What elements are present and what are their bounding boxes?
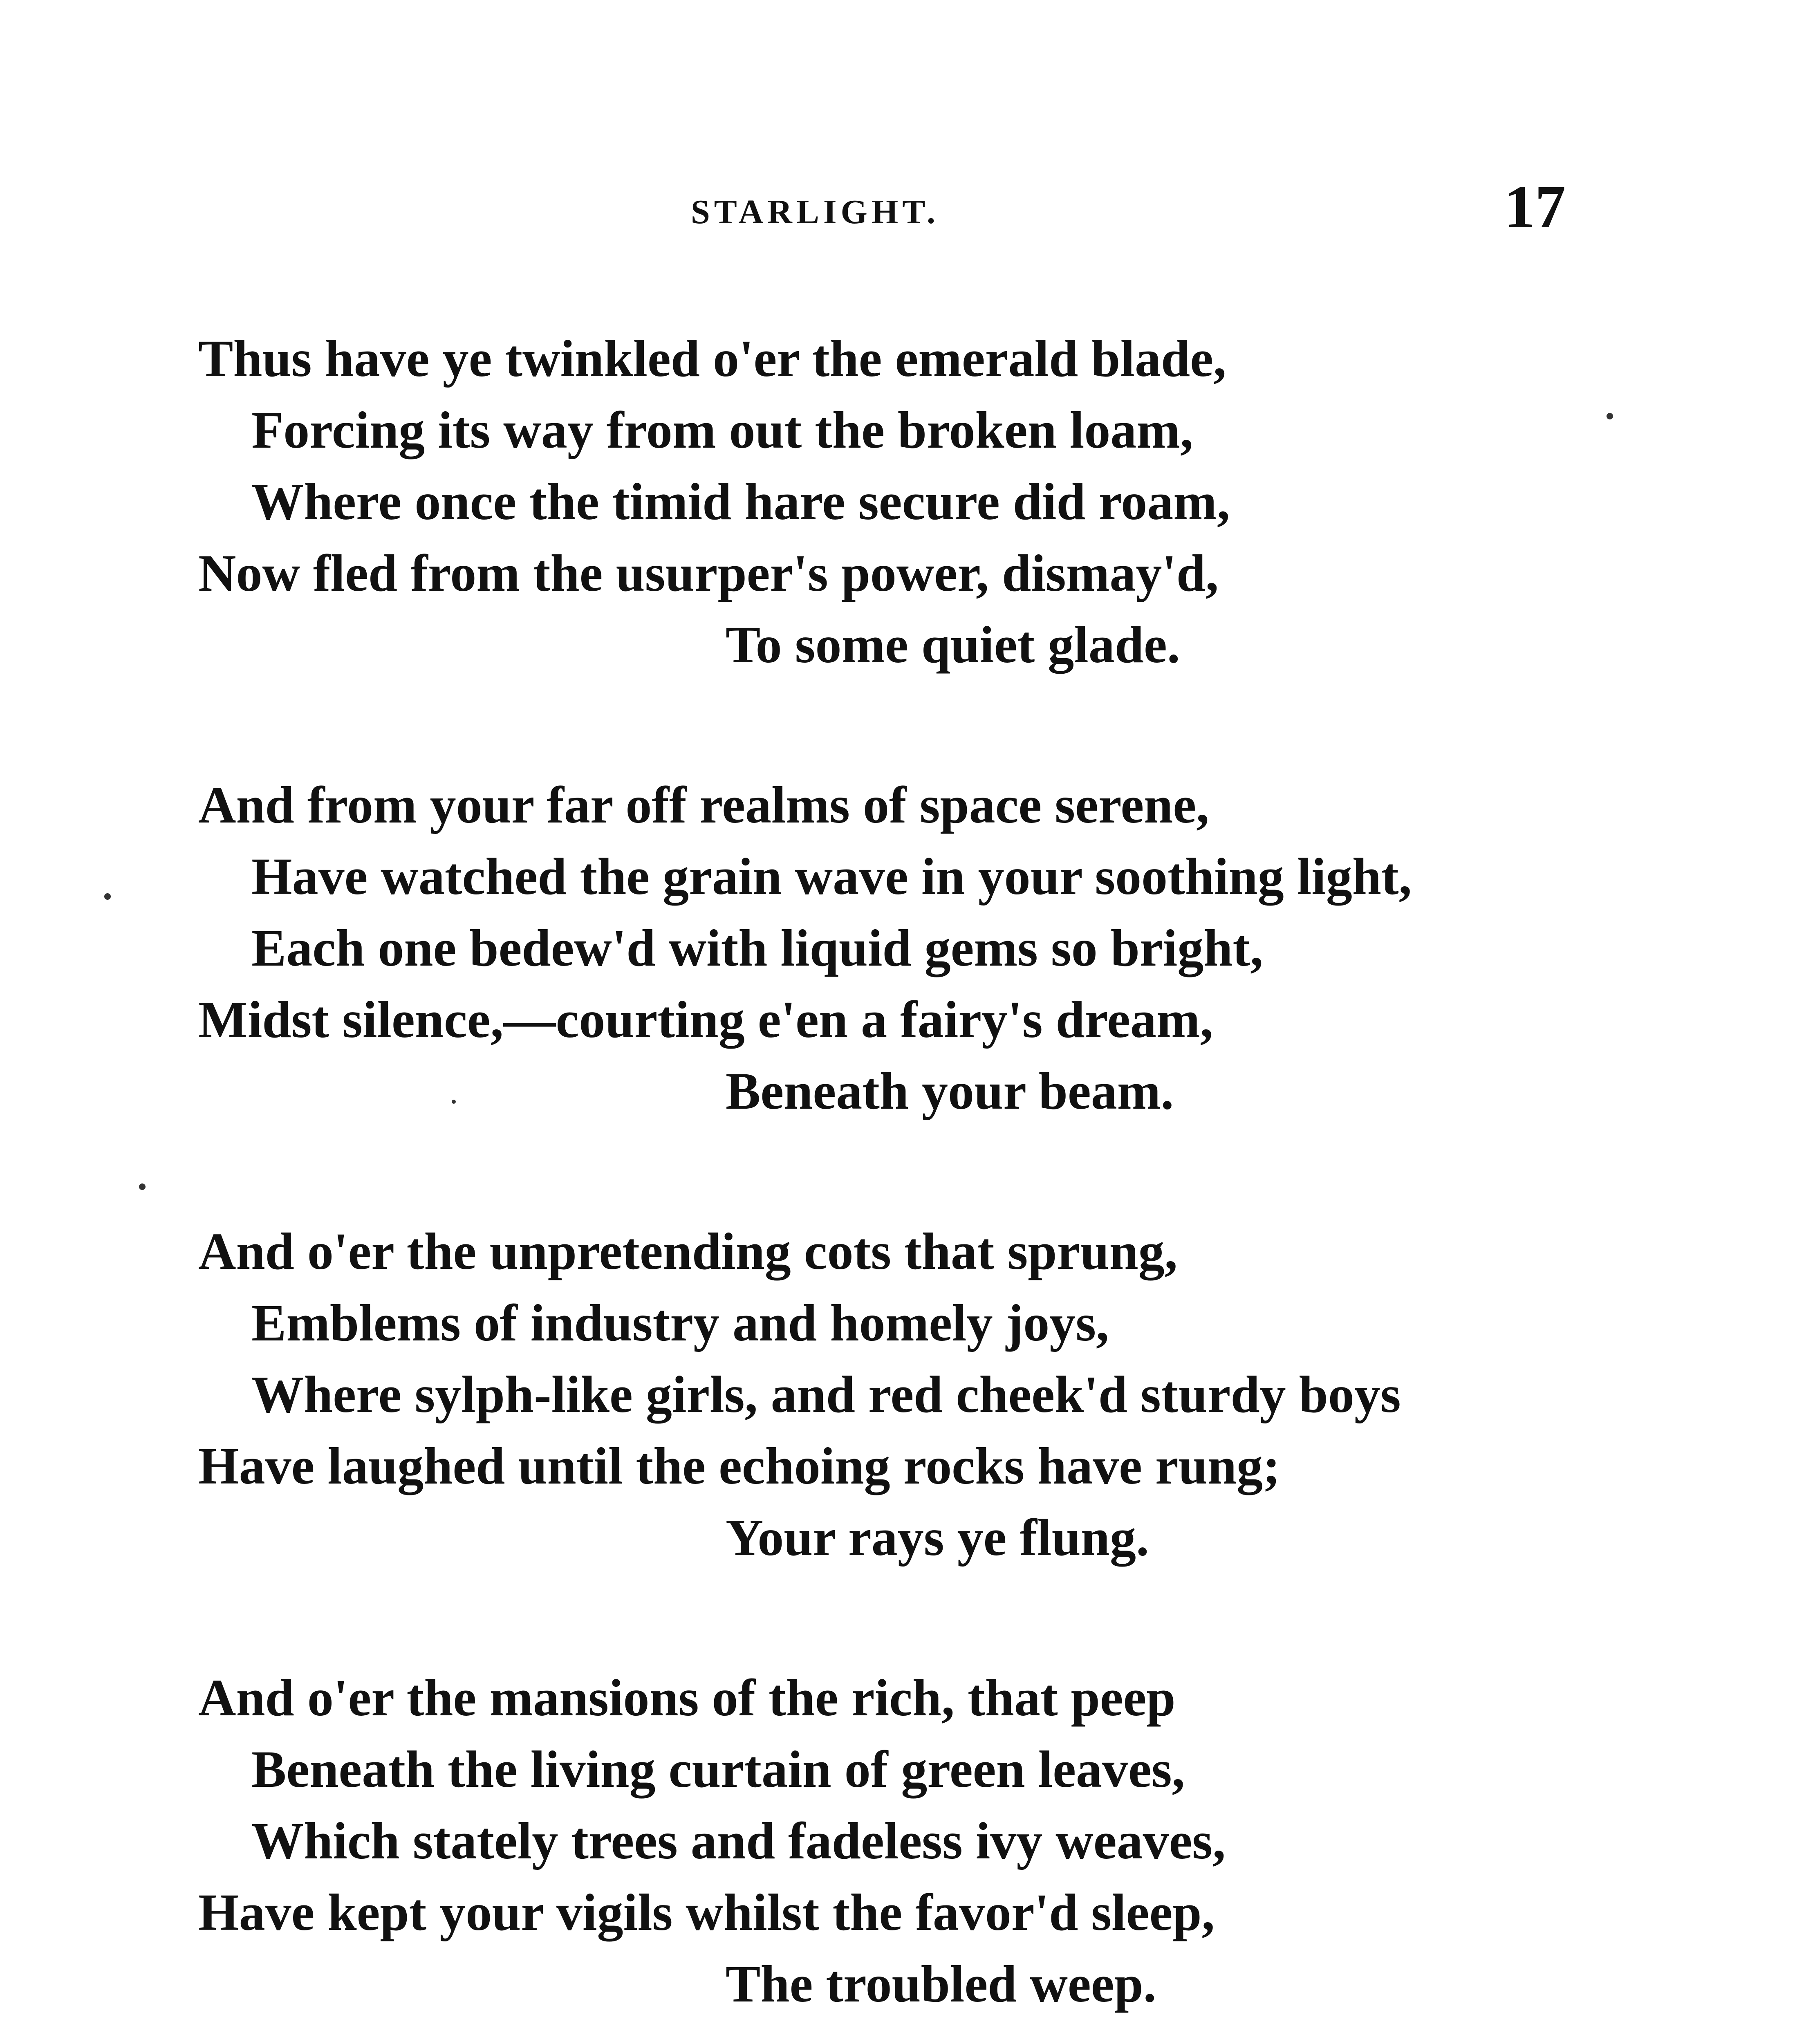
poem-line: Beneath the living curtain of green leaves, <box>251 1740 1185 1798</box>
running-title: STARLIGHT. <box>691 193 940 231</box>
scan-speck <box>104 893 111 900</box>
poem-line: Have watched the grain wave in your soothing light, <box>251 847 1412 905</box>
scan-speck <box>1607 413 1613 419</box>
poem-line: Which stately trees and fadeless ivy weaves, <box>251 1812 1226 1870</box>
scan-speck <box>139 1183 146 1190</box>
poem <box>198 323 1670 2044</box>
poem-line: Each one bedew'd with liquid gems so bright, <box>251 919 1264 977</box>
poem-line: Thus have ye twinkled o'er the emerald blade, <box>198 329 1226 388</box>
poem-line: Now fled from the usurper's power, dismay'd, <box>198 544 1219 602</box>
poem-line: Forcing its way from out the broken loam, <box>251 401 1193 459</box>
poem-line: Emblems of industry and homely joys, <box>251 1294 1109 1352</box>
poem-refrain: Your rays ye flung. <box>726 1508 1149 1567</box>
poem-line: And o'er the mansions of the rich, that peep <box>198 1669 1176 1727</box>
poem-line: Midst silence,—courting e'en a fairy's dream, <box>198 991 1213 1049</box>
poem-line: Have laughed until the echoing rocks have rung; <box>198 1437 1280 1495</box>
stanza <box>198 769 1670 1127</box>
poem-refrain: Beneath your beam. <box>726 1062 1174 1120</box>
stanza <box>198 1216 1670 1573</box>
poem-line: Have kept your vigils whilst the favor'd sleep, <box>198 1883 1215 1941</box>
scan-speck <box>452 1100 456 1104</box>
stanza <box>198 1662 1670 2020</box>
poem-refrain: The troubled weep. <box>726 1955 1156 2013</box>
poem-line: And from your far off realms of space serene, <box>198 776 1210 834</box>
poem-refrain: To some quiet glade. <box>726 616 1180 674</box>
poem-line: And o'er the unpretending cots that sprung, <box>198 1222 1178 1280</box>
poem-line: Where once the timid hare secure did roam, <box>251 473 1230 531</box>
stanza <box>198 323 1670 681</box>
page-number: 17 <box>1504 173 1566 241</box>
poem-line: Where sylph-like girls, and red cheek'd sturdy boys <box>251 1365 1401 1423</box>
